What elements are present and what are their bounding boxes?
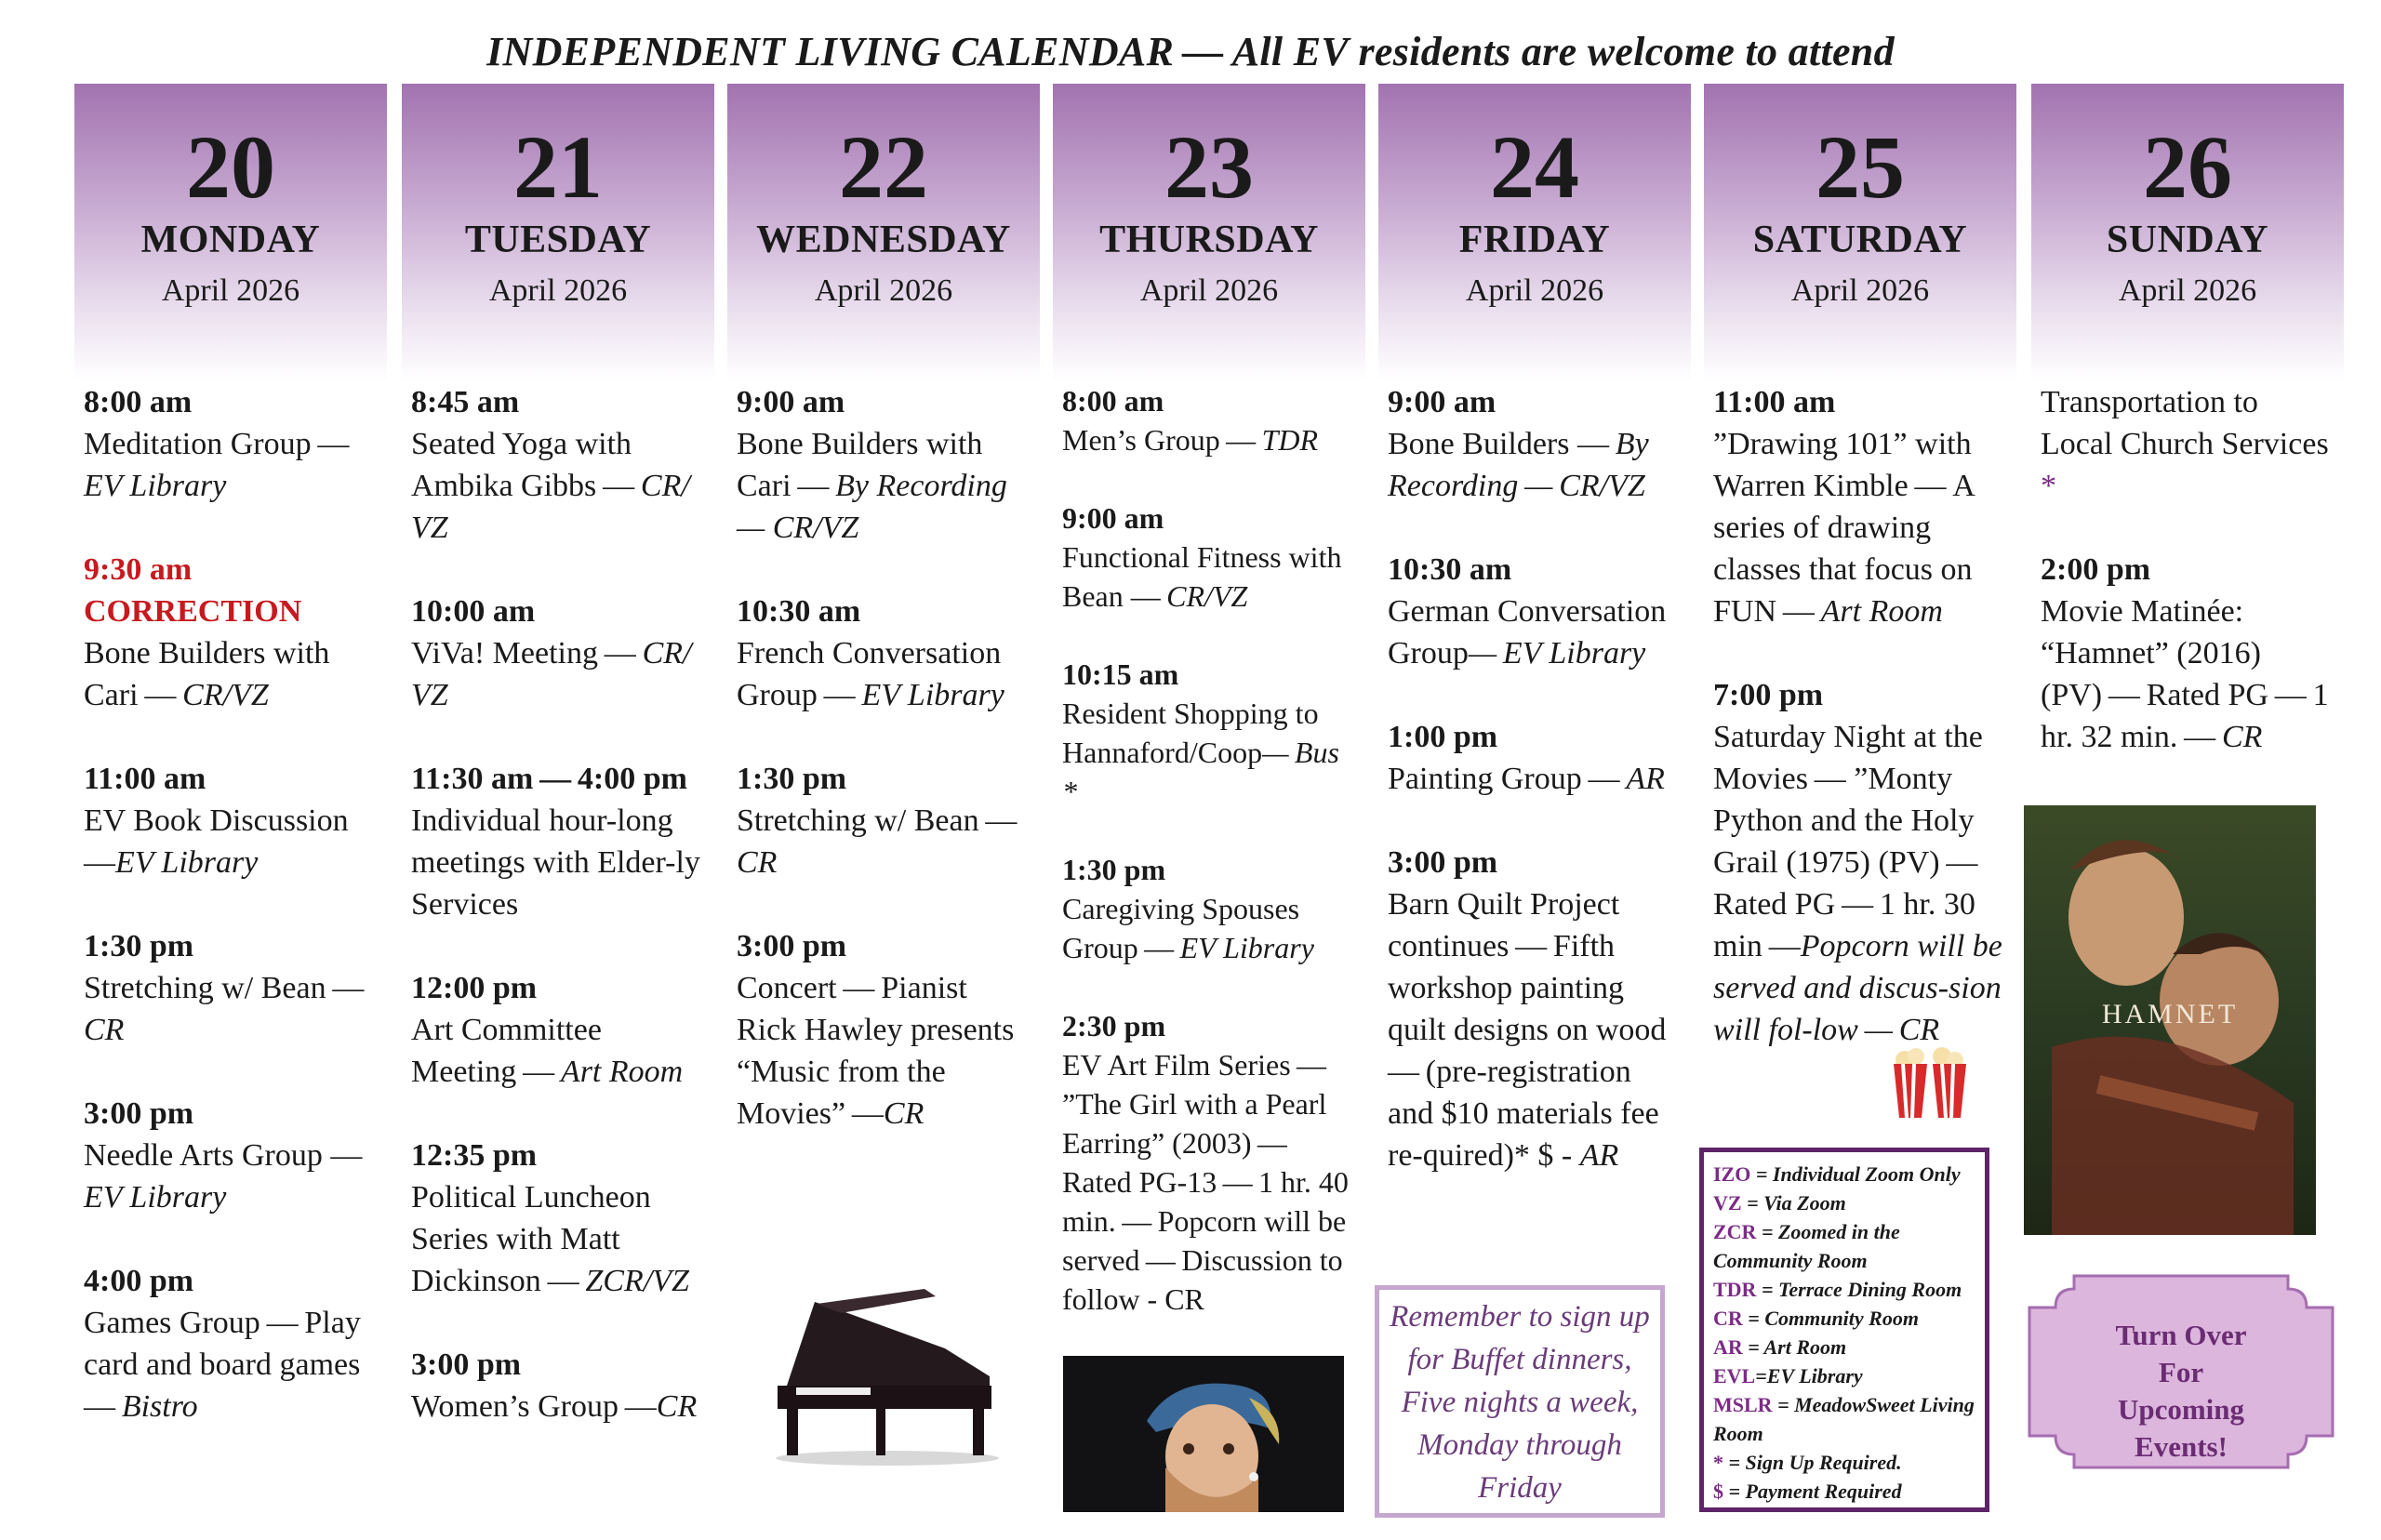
legend-abbr: AR: [1713, 1335, 1743, 1359]
event-item: [411, 381, 707, 549]
legend-meaning: = Community Room: [1742, 1307, 1919, 1330]
legend-abbr: EVL: [1713, 1364, 1756, 1387]
event-item: [84, 381, 379, 507]
legend-abbr: $: [1713, 1480, 1723, 1503]
event-item: [1062, 1006, 1358, 1319]
event-location: AR: [1579, 1138, 1619, 1173]
event-location: CR: [2221, 720, 2263, 754]
day-number: 24: [1490, 117, 1579, 217]
event-time: 1:30 pm: [1062, 853, 1166, 886]
event-time: 9:00 am: [1388, 385, 1496, 419]
event-text: Art Committee Meeting —: [411, 1013, 602, 1089]
event-list: [1704, 381, 2016, 1051]
event-text: Painting Group —: [1388, 762, 1627, 796]
day-name: SATURDAY: [1752, 219, 1968, 261]
event-item: [411, 1135, 707, 1302]
legend-meaning: = Via Zoom: [1741, 1191, 1846, 1215]
event-time: 12:35 pm: [411, 1138, 538, 1173]
day-number: 22: [839, 117, 928, 217]
day-name: TUESDAY: [464, 219, 652, 261]
event-text: ViVa! Meeting —: [411, 636, 643, 670]
day-column: [402, 84, 714, 1534]
event-time: 7:00 pm: [1713, 678, 1824, 712]
day-number: 25: [1816, 117, 1905, 217]
event-item: [84, 758, 379, 883]
legend-meaning: = MeadowSweet Living Room: [1713, 1393, 1975, 1445]
day-month: April 2026: [1790, 273, 1930, 308]
event-item: [737, 591, 1032, 716]
legend-abbr: VZ: [1713, 1191, 1742, 1215]
day-month: April 2026: [1465, 273, 1604, 308]
event-location: EV Library: [84, 469, 227, 503]
event-description: [84, 632, 379, 716]
event-text: Transportation to Local Church Services: [2041, 385, 2329, 461]
day-number: 21: [513, 117, 603, 217]
event-description: [84, 967, 379, 1051]
day-month: April 2026: [814, 273, 953, 308]
event-time: 3:00 pm: [737, 929, 847, 963]
event-description: [84, 800, 379, 883]
event-text: EV Book Discussion —: [84, 803, 349, 880]
popcorn-icon: [1884, 1045, 1975, 1120]
event-time: 1:00 pm: [1388, 720, 1498, 754]
day-name: THURSDAY: [1099, 219, 1319, 261]
day-header: [402, 84, 714, 381]
event-text: Bone Builders with Cari —: [84, 636, 330, 712]
legend-meaning: =EV Library: [1755, 1364, 1863, 1387]
event-description: [737, 632, 1032, 716]
event-item: [84, 925, 379, 1051]
event-location: CR: [883, 1096, 924, 1131]
event-location: By Recording — CR/VZ: [1388, 427, 1649, 503]
legend-entry: [1713, 1275, 1975, 1304]
event-item: [1713, 674, 2009, 1051]
event-item: [1713, 381, 2009, 632]
event-location: Popcorn will be served and discus-sion will fol-low — CR: [1713, 929, 2002, 1047]
event-location: CR/ VZ: [411, 636, 692, 712]
legend-entry: [1713, 1448, 1975, 1477]
event-description: [737, 800, 1032, 883]
event-time: 10:00 am: [411, 594, 536, 629]
event-location: EV Library: [1179, 931, 1314, 964]
legend-entry: [1713, 1361, 1975, 1390]
day-header: [1053, 84, 1365, 381]
event-time: 8:45 am: [411, 385, 520, 419]
event-description: [2041, 381, 2336, 507]
event-description: [1388, 591, 1683, 674]
day-number: 23: [1164, 117, 1254, 217]
event-list: [74, 381, 387, 1427]
event-text: Needle Arts Group —: [84, 1138, 363, 1173]
event-item: [84, 1260, 379, 1427]
day-header: [727, 84, 1040, 381]
event-text: Women’s Group —: [411, 1389, 657, 1424]
event-time: 2:30 pm: [1062, 1009, 1166, 1042]
event-item: [1388, 381, 1683, 507]
event-time: 11:00 am: [84, 762, 206, 796]
event-location: — Bus *: [1062, 736, 1339, 808]
event-text: Games Group — Play card and board games —: [84, 1306, 367, 1424]
legend-entry: [1713, 1160, 1975, 1188]
event-text: Concert — Pianist Rick Hawley presents “Music from the Movies” —: [737, 971, 1015, 1131]
event-item: [737, 758, 1032, 883]
turn-over-line: Events!: [2135, 1430, 2228, 1463]
event-time: 10:30 am: [1388, 552, 1512, 587]
event-description: [411, 1176, 707, 1302]
event-time: 1:30 pm: [737, 762, 847, 796]
event-text: Bone Builders —: [1388, 427, 1616, 461]
event-description: [1062, 420, 1358, 459]
event-item: [1062, 850, 1358, 967]
pearl-earring-painting: [1063, 1356, 1344, 1512]
legend-abbr: *: [1713, 1451, 1723, 1474]
event-time: 2:00 pm: [2041, 552, 2151, 587]
day-name: SUNDAY: [2106, 219, 2269, 261]
event-item: [411, 758, 707, 925]
event-description: [1713, 423, 2009, 632]
event-text: ”Drawing 101” with Warren Kimble — A series of drawing classes that focus on FUN —: [1713, 427, 1974, 629]
event-location: AR: [1626, 762, 1665, 796]
day-column: [1053, 84, 1365, 1534]
event-description: [84, 1135, 379, 1218]
event-description: [1388, 758, 1683, 800]
event-description: [1713, 716, 2009, 1051]
event-location: Art Room: [560, 1055, 684, 1089]
event-text: Bone Builders with Cari —: [737, 427, 983, 503]
event-description: [737, 967, 1032, 1135]
event-text: Political Luncheon Series with Matt Dickinson —: [411, 1180, 651, 1298]
event-time: 1:30 pm: [84, 929, 194, 963]
event-location: By Recording — CR/VZ: [737, 469, 1014, 545]
event-description: [411, 1386, 707, 1427]
event-text: Stretching w/ Bean —: [737, 803, 1018, 838]
event-location: TDR: [1261, 423, 1319, 457]
event-description: [411, 800, 707, 925]
event-time: 9:00 am: [1062, 501, 1164, 535]
legend-abbr: IZO: [1713, 1162, 1751, 1186]
event-item: [1062, 381, 1358, 459]
event-time: 10:15 am: [1062, 657, 1179, 691]
event-text: Meditation Group —: [84, 427, 350, 461]
event-item: [411, 967, 707, 1093]
day-number: 26: [2143, 117, 2232, 217]
event-description: [737, 423, 1032, 549]
event-list: [727, 381, 1040, 1135]
event-item: [1388, 716, 1683, 800]
event-time: 8:00 am: [84, 385, 193, 419]
event-location: EV Library: [84, 1180, 227, 1215]
event-item: [737, 381, 1032, 549]
event-location: CR/VZ: [182, 678, 269, 712]
event-location: Bistro: [121, 1389, 198, 1424]
event-time: 11:00 am: [1713, 385, 1836, 419]
turn-over-ticket: [2028, 1274, 2334, 1469]
turn-over-line: For: [2158, 1356, 2204, 1388]
day-number: 20: [186, 117, 275, 217]
event-location: — EV Library: [1468, 636, 1646, 670]
legend-abbr: CR: [1713, 1307, 1743, 1330]
event-item: [411, 591, 707, 716]
day-name: FRIDAY: [1458, 219, 1611, 261]
day-name: WEDNESDAY: [756, 219, 1011, 261]
day-month: April 2026: [2118, 273, 2257, 308]
event-description: [1388, 423, 1683, 507]
legend-meaning: = Terrace Dining Room: [1756, 1278, 1962, 1301]
legend-entry: [1713, 1477, 1975, 1506]
event-location: ZCR/VZ: [585, 1264, 689, 1298]
sign-up-star: *: [2041, 469, 2056, 503]
turn-over-line: Turn Over: [2115, 1319, 2247, 1351]
event-item: [2041, 549, 2336, 758]
event-text: German Conversation Group: [1388, 594, 1667, 670]
event-description: [2041, 591, 2336, 758]
event-description: [411, 423, 707, 549]
event-time: 3:00 pm: [411, 1348, 522, 1382]
event-list: [2031, 381, 2344, 758]
event-description: [1388, 883, 1683, 1176]
event-description: [84, 423, 379, 507]
legend-abbr: ZCR: [1713, 1220, 1757, 1243]
day-month: April 2026: [1139, 273, 1279, 308]
event-time: 10:30 am: [737, 594, 861, 629]
day-header: [74, 84, 387, 381]
event-location: EV Library: [115, 845, 259, 880]
legend-meaning: = Payment Required: [1723, 1480, 1902, 1503]
event-description: [411, 1009, 707, 1093]
event-text: Movie Matinée: “Hamnet” (2016) (PV) — Rated PG — 1 hr. 32 min. —: [2041, 594, 2329, 754]
legend-entry: [1713, 1390, 1975, 1448]
event-time: 12:00 pm: [411, 971, 538, 1005]
event-item: [737, 925, 1032, 1135]
grand-piano-icon: [759, 1283, 1014, 1469]
event-time: 9:30 am: [84, 552, 193, 587]
event-description: [411, 632, 707, 716]
event-text: Functional Fitness with Bean —: [1062, 540, 1342, 613]
legend-meaning: = Individual Zoom Only: [1750, 1162, 1961, 1186]
event-location: CR/ VZ: [411, 469, 690, 545]
event-location: CR/VZ: [1166, 579, 1248, 613]
event-location: CR: [84, 1013, 125, 1047]
day-month: April 2026: [161, 273, 300, 308]
legend-abbr: TDR: [1713, 1278, 1757, 1301]
buffet-reminder-box: Remember to sign up for Buffet dinners, Five nights a week, Monday through Friday: [1375, 1285, 1665, 1518]
event-item: [2041, 381, 2336, 507]
event-time: 3:00 pm: [1388, 845, 1498, 880]
event-text: Resident Shopping to Hannaford/Coop: [1062, 697, 1319, 769]
event-item: [1388, 549, 1683, 674]
event-list: [1378, 381, 1691, 1176]
event-item: [84, 549, 379, 716]
calendar-title: INDEPENDENT LIVING CALENDAR — All EV residents are welcome to attend: [486, 29, 1895, 74]
event-text: Seated Yoga with Ambika Gibbs —: [411, 427, 641, 503]
event-location: CR: [737, 845, 778, 880]
day-header: [1378, 84, 1691, 381]
legend-abbr: MSLR: [1713, 1393, 1773, 1416]
event-item: [1062, 498, 1358, 616]
event-text: Caregiving Spouses Group —: [1062, 892, 1300, 964]
legend-entry: [1713, 1188, 1975, 1217]
event-text: EV Art Film Series — ”The Girl with a Pearl Earring” (2003) — Rated PG-13 — 1 hr. 40 min. — Popcorn will be served — Discussion to follow - CR: [1062, 1048, 1349, 1316]
day-header: [1704, 84, 2016, 381]
hamnet-movie-poster: [2024, 805, 2316, 1235]
event-text: French Conversation Group —: [737, 636, 1002, 712]
legend-entry: [1713, 1304, 1975, 1333]
turn-over-line: Upcoming: [2117, 1393, 2245, 1426]
legend-meaning: = Zoomed in the Community Room: [1713, 1220, 1900, 1272]
correction-label: CORRECTION: [84, 594, 302, 629]
event-description: [1062, 538, 1358, 616]
event-list: [402, 381, 714, 1427]
event-time: 11:30 am — 4:00 pm: [411, 762, 687, 796]
day-column: [74, 84, 387, 1534]
day-header: [2031, 84, 2344, 381]
event-item: [1062, 655, 1358, 811]
event-description: [84, 1302, 379, 1427]
legend-meaning: = Art Room: [1742, 1335, 1847, 1359]
event-item: [411, 1344, 707, 1427]
event-description: [1062, 889, 1358, 967]
event-time: 3:00 pm: [84, 1096, 194, 1131]
event-time: 8:00 am: [1062, 384, 1164, 418]
day-month: April 2026: [488, 273, 628, 308]
event-text: Saturday Night at the Movies — ”Monty Python and the Holy Grail (1975) (PV) — Rated PG — 1 hr. 30 min —: [1713, 720, 1985, 963]
legend-entry: [1713, 1217, 1975, 1275]
event-text: Men’s Group —: [1062, 423, 1262, 457]
event-time: 4:00 pm: [84, 1264, 194, 1298]
event-description: [1062, 694, 1358, 811]
event-time: 9:00 am: [737, 385, 845, 419]
event-text: Individual hour-long meetings with Elder-ly Services: [411, 803, 700, 922]
event-description: [1062, 1045, 1358, 1319]
abbreviation-legend: [1699, 1148, 1989, 1512]
event-location: Art Room: [1820, 594, 1943, 629]
event-location: CR: [656, 1389, 698, 1424]
event-list: [1053, 381, 1365, 1319]
legend-meaning: = Sign Up Required.: [1723, 1451, 1902, 1474]
event-location: EV Library: [861, 678, 1004, 712]
event-item: [84, 1093, 379, 1218]
event-text: Barn Quilt Project continues — Fifth workshop painting quilt designs on wood — (pre-registration and $10 materials fee re-quired)* $ -: [1388, 887, 1673, 1173]
poster-title: HAMNET: [2101, 999, 2239, 1029]
day-name: MONDAY: [140, 219, 321, 261]
event-item: [1388, 842, 1683, 1176]
event-text: Stretching w/ Bean —: [84, 971, 365, 1005]
legend-entry: [1713, 1333, 1975, 1361]
